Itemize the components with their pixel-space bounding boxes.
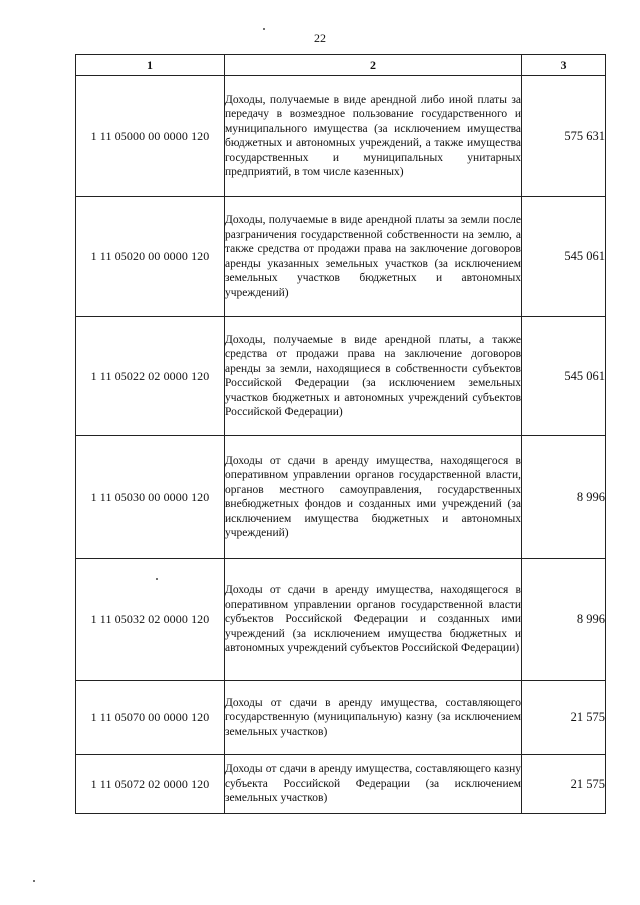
revenue-code: 1 11 05072 02 0000 120	[76, 755, 225, 814]
revenue-code: 1 11 05000 00 0000 120	[76, 76, 225, 197]
scan-speck	[263, 28, 265, 30]
revenue-amount: 8 996	[522, 559, 606, 681]
revenue-amount: 21 575	[522, 755, 606, 814]
revenue-amount: 21 575	[522, 681, 606, 755]
revenue-code: 1 11 05070 00 0000 120	[76, 681, 225, 755]
revenue-description: Доходы от сдачи в аренду имущества, находящегося в оперативном управлении органов государственной власти, органов местного самоуправления, государственных внебюджетных фондов и созданных ими учреждений (за исключением имущества бюджетных и автономных учреждений)	[225, 436, 522, 559]
revenue-description: Доходы, получаемые в виде арендной либо иной платы за передачу в возмездное пользование государственного и муниципального имущества (за исключением имущества бюджетных и автономных учреждений, а также имущества государственных и муниципальных унитарных предприятий, в том числе казенных)	[225, 76, 522, 197]
table-row	[76, 755, 606, 814]
scan-speck	[156, 578, 158, 580]
column-header-description: 2	[225, 55, 522, 76]
revenue-code: 1 11 05022 02 0000 120	[76, 317, 225, 436]
column-header-amount: 3	[522, 55, 606, 76]
page-number: 22	[314, 31, 326, 45]
table-row	[76, 76, 606, 197]
table-row	[76, 197, 606, 317]
revenue-description: Доходы от сдачи в аренду имущества, составляющего государственную (муниципальную) казну (за исключением земельных участков)	[225, 681, 522, 755]
revenue-description: Доходы от сдачи в аренду имущества, находящегося в оперативном управлении органов государственной власти субъектов Российской Федерации и созданных ими учреждений (за исключением имущества бюджетных и автономных учреждений субъектов Российской Федерации)	[225, 559, 522, 681]
column-header-code: 1	[76, 55, 225, 76]
table-row	[76, 559, 606, 681]
revenue-amount: 545 061	[522, 317, 606, 436]
revenue-code: 1 11 05032 02 0000 120	[76, 559, 225, 681]
revenue-code: 1 11 05020 00 0000 120	[76, 197, 225, 317]
revenue-code: 1 11 05030 00 0000 120	[76, 436, 225, 559]
table-row	[76, 317, 606, 436]
revenue-description: Доходы, получаемые в виде арендной платы, а также средства от продажи права на заключение договоров аренды за земли, находящиеся в собственности субъектов Российской Федерации (за исключением земельных участков бюджетных и автономных учреждений субъектов Российской Федерации)	[225, 317, 522, 436]
table-row	[76, 436, 606, 559]
revenue-amount: 575 631	[522, 76, 606, 197]
revenue-description: Доходы от сдачи в аренду имущества, составляющего казну субъекта Российской Федерации (за исключением земельных участков)	[225, 755, 522, 814]
scan-speck	[33, 880, 35, 882]
revenue-amount: 545 061	[522, 197, 606, 317]
revenue-amount: 8 996	[522, 436, 606, 559]
revenue-table	[75, 54, 606, 814]
table-header-row	[76, 55, 606, 76]
revenue-description: Доходы, получаемые в виде арендной платы за земли после разграничения государственной собственности на землю, а также средства от продажи права на заключение договоров аренды указанных земельных участков (за исключением земельных участков бюджетных и автономных учреждений)	[225, 197, 522, 317]
table-row	[76, 681, 606, 755]
